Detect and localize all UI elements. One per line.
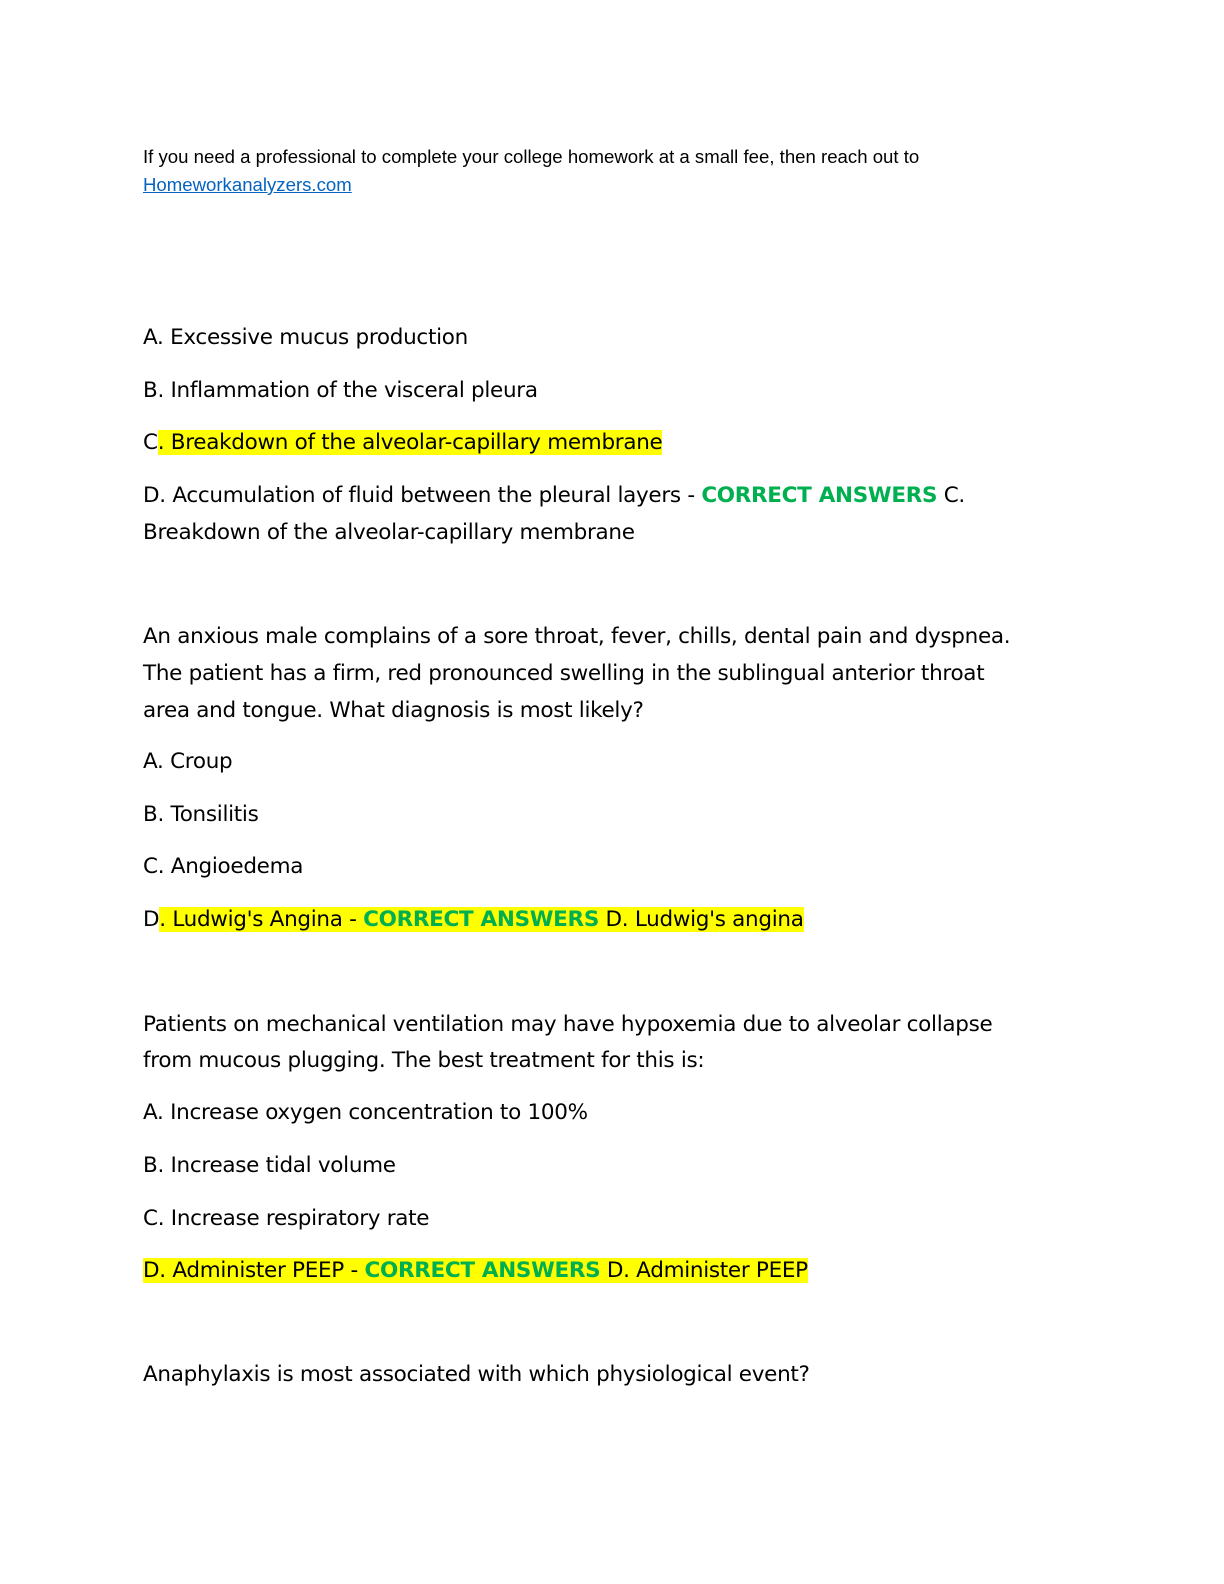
q2-option-a: A. Croup bbox=[143, 749, 233, 774]
q1-option-d-text: D. Accumulation of fluid between the pleural layers - bbox=[143, 483, 702, 508]
promo-header bbox=[143, 143, 1103, 199]
q1-option-d bbox=[143, 477, 965, 514]
q3-option-d-highlight bbox=[143, 1258, 808, 1283]
q3-option-b: B. Increase tidal volume bbox=[143, 1153, 396, 1178]
q2-stem-line-3: area and tongue. What diagnosis is most likely? bbox=[143, 698, 644, 723]
q1-answer: C. bbox=[937, 483, 965, 508]
q1-correct-label: CORRECT ANSWERS bbox=[701, 483, 938, 508]
q2-option-d bbox=[143, 901, 804, 938]
q1-option-a: A. Excessive mucus production bbox=[143, 325, 468, 350]
homework-link[interactable]: Homeworkanalyzers.com bbox=[143, 174, 352, 195]
q3-option-a: A. Increase oxygen concentration to 100% bbox=[143, 1100, 588, 1125]
q1-option-b: B. Inflammation of the visceral pleura bbox=[143, 378, 538, 403]
q1-answer-cont: Breakdown of the alveolar-capillary membrane bbox=[143, 520, 635, 545]
q1-option-c-letter: C bbox=[143, 430, 158, 455]
q2-stem-line-1: An anxious male complains of a sore throat, fever, chills, dental pain and dyspnea. bbox=[143, 624, 1011, 649]
q2-option-b: B. Tonsilitis bbox=[143, 802, 259, 827]
q2-option-d-highlight bbox=[159, 907, 803, 932]
q2-answer: D. Ludwig's angina bbox=[599, 907, 804, 932]
q2-stem-line-2: The patient has a firm, red pronounced swelling in the sublingual anterior throat bbox=[143, 661, 985, 686]
q3-answer: D. Administer PEEP bbox=[600, 1258, 808, 1283]
q2-option-c: C. Angioedema bbox=[143, 854, 304, 879]
q3-option-c: C. Increase respiratory rate bbox=[143, 1206, 430, 1231]
q3-stem-line-1: Patients on mechanical ventilation may have hypoxemia due to alveolar collapse bbox=[143, 1012, 993, 1037]
q4-stem: Anaphylaxis is most associated with which physiological event? bbox=[143, 1362, 810, 1387]
q2-option-d-text: . Ludwig's Angina - bbox=[159, 907, 364, 932]
q1-option-c-highlight: . Breakdown of the alveolar-capillary membrane bbox=[157, 430, 663, 455]
q3-option-d bbox=[143, 1252, 808, 1289]
q3-correct-label: CORRECT ANSWERS bbox=[364, 1258, 601, 1283]
promo-text: If you need a professional to complete your college homework at a small fee, then reach out to bbox=[143, 146, 920, 167]
q1-option-c bbox=[143, 424, 662, 461]
q3-option-d-text: D. Administer PEEP - bbox=[143, 1258, 365, 1283]
q3-stem-line-2: from mucous plugging. The best treatment for this is: bbox=[143, 1048, 705, 1073]
q2-correct-label: CORRECT ANSWERS bbox=[363, 907, 599, 932]
q2-option-d-letter: D bbox=[143, 907, 160, 932]
